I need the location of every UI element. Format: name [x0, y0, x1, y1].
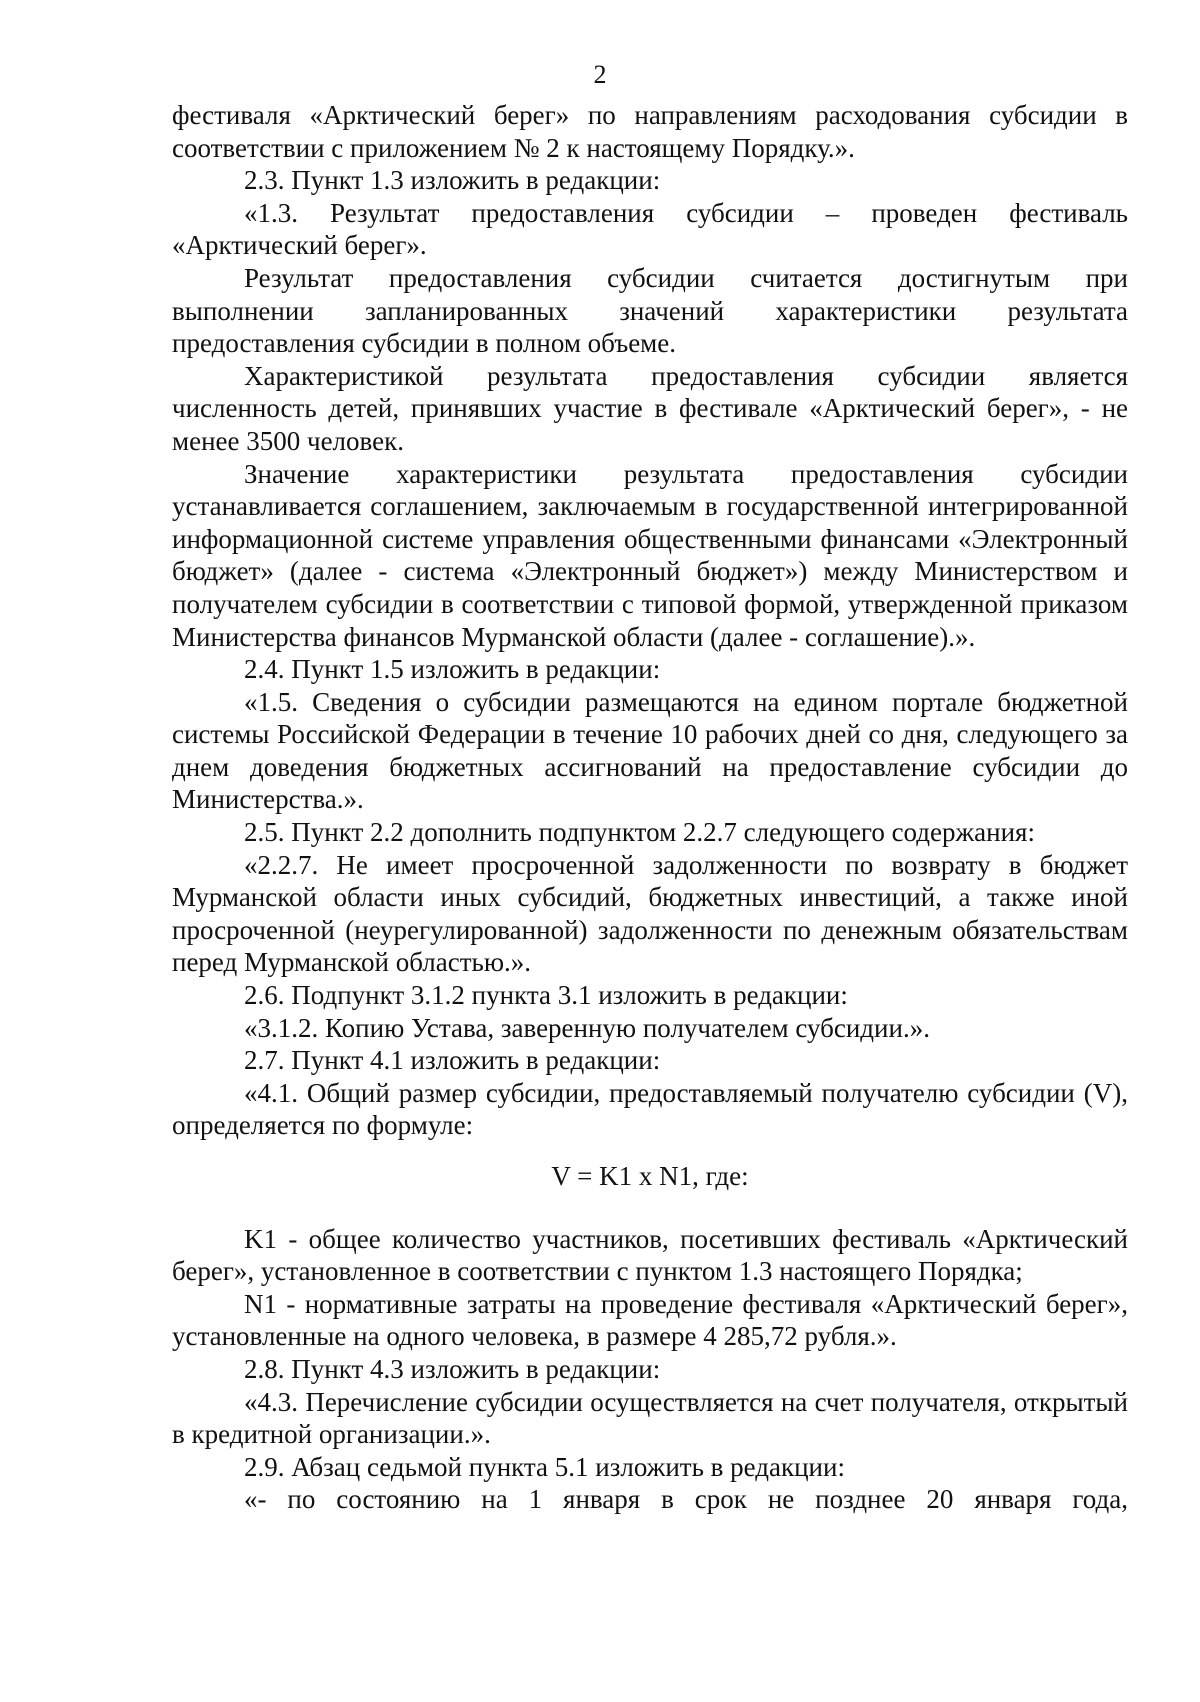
paragraph: «2.2.7. Не имеет просроченной задолженности по возврату в бюджет Мурманской области иных субсидий, бюджетных инвестиций, а также иной просроченной (неурегулированной) задолженности по денежным обязательствам перед Мурманской областью.».: [172, 849, 1128, 978]
paragraph: 2.3. Пункт 1.3 изложить в редакции:: [244, 165, 661, 196]
paragraph: 2.8. Пункт 4.3 изложить в редакции:: [244, 1353, 661, 1384]
paragraph: K1 - общее количество участников, посетивших фестиваль «Арктический берег», установленное в соответствии с пунктом 1.3 настоящего Порядка;: [172, 1223, 1128, 1287]
paragraph: «1.3. Результат предоставления субсидии – проведен фестиваль «Арктический берег».: [172, 197, 1128, 261]
page-number: 2: [593, 60, 607, 89]
paragraph: «4.3. Перечисление субсидии осуществляется на счет получателя, открытый в кредитной организации.».: [172, 1386, 1128, 1450]
paragraph: 2.4. Пункт 1.5 изложить в редакции:: [244, 654, 661, 685]
paragraph: «4.1. Общий размер субсидии, предоставляемый получателю субсидии (V), определяется по формуле:: [172, 1077, 1128, 1141]
paragraph: фестиваля «Арктический берег» по направлениям расходования субсидии в соответствии с приложением № 2 к настоящему Порядку.».: [172, 100, 1128, 163]
document-body: [172, 99, 1128, 1516]
paragraph: «1.5. Сведения о субсидии размещаются на едином портале бюджетной системы Российской Федерации в течение 10 рабочих дней со дня, следующего за днем доведения бюджетных ассигнований на предоставление субсидии до Министерства.».: [172, 686, 1128, 815]
paragraph: 2.6. Подпункт 3.1.2 пункта 3.1 изложить в редакции:: [244, 980, 848, 1011]
paragraph: 2.5. Пункт 2.2 дополнить подпунктом 2.2.7 следующего содержания:: [244, 817, 1035, 848]
paragraph: 2.9. Абзац седьмой пункта 5.1 изложить в редакции:: [244, 1451, 845, 1482]
paragraph: N1 - нормативные затраты на проведение фестиваля «Арктический берег», установленные на одного человека, в размере 4 285,72 рубля.».: [172, 1288, 1128, 1352]
paragraph: 2.7. Пункт 4.1 изложить в редакции:: [244, 1045, 661, 1076]
paragraph: Характеристикой результата предоставления субсидии является численность детей, принявших участие в фестивале «Арктический берег», - не менее 3500 человек.: [172, 360, 1128, 456]
paragraph: «3.1.2. Копию Устава, заверенную получателем субсидии.».: [244, 1012, 930, 1043]
paragraph: Значение характеристики результата предоставления субсидии устанавливается соглашением, заключаемым в государственной интегрированной информационной системе управления общественными финансами «Электронный бюджет» (далее - система «Электронный бюджет») между Министерством и получателем субсидии в соответствии с типовой формой, утвержденной приказом Министерства финансов Мурманской области (далее - соглашение).».: [172, 458, 1128, 652]
paragraph: «- по состоянию на 1 января в срок не позднее 20 января года,: [244, 1484, 1128, 1515]
paragraph: Результат предоставления субсидии считается достигнутым при выполнении запланированных значений характеристики результата предоставления субсидии в полном объеме.: [172, 262, 1128, 359]
formula: V = K1 x N1, где:: [551, 1161, 749, 1191]
